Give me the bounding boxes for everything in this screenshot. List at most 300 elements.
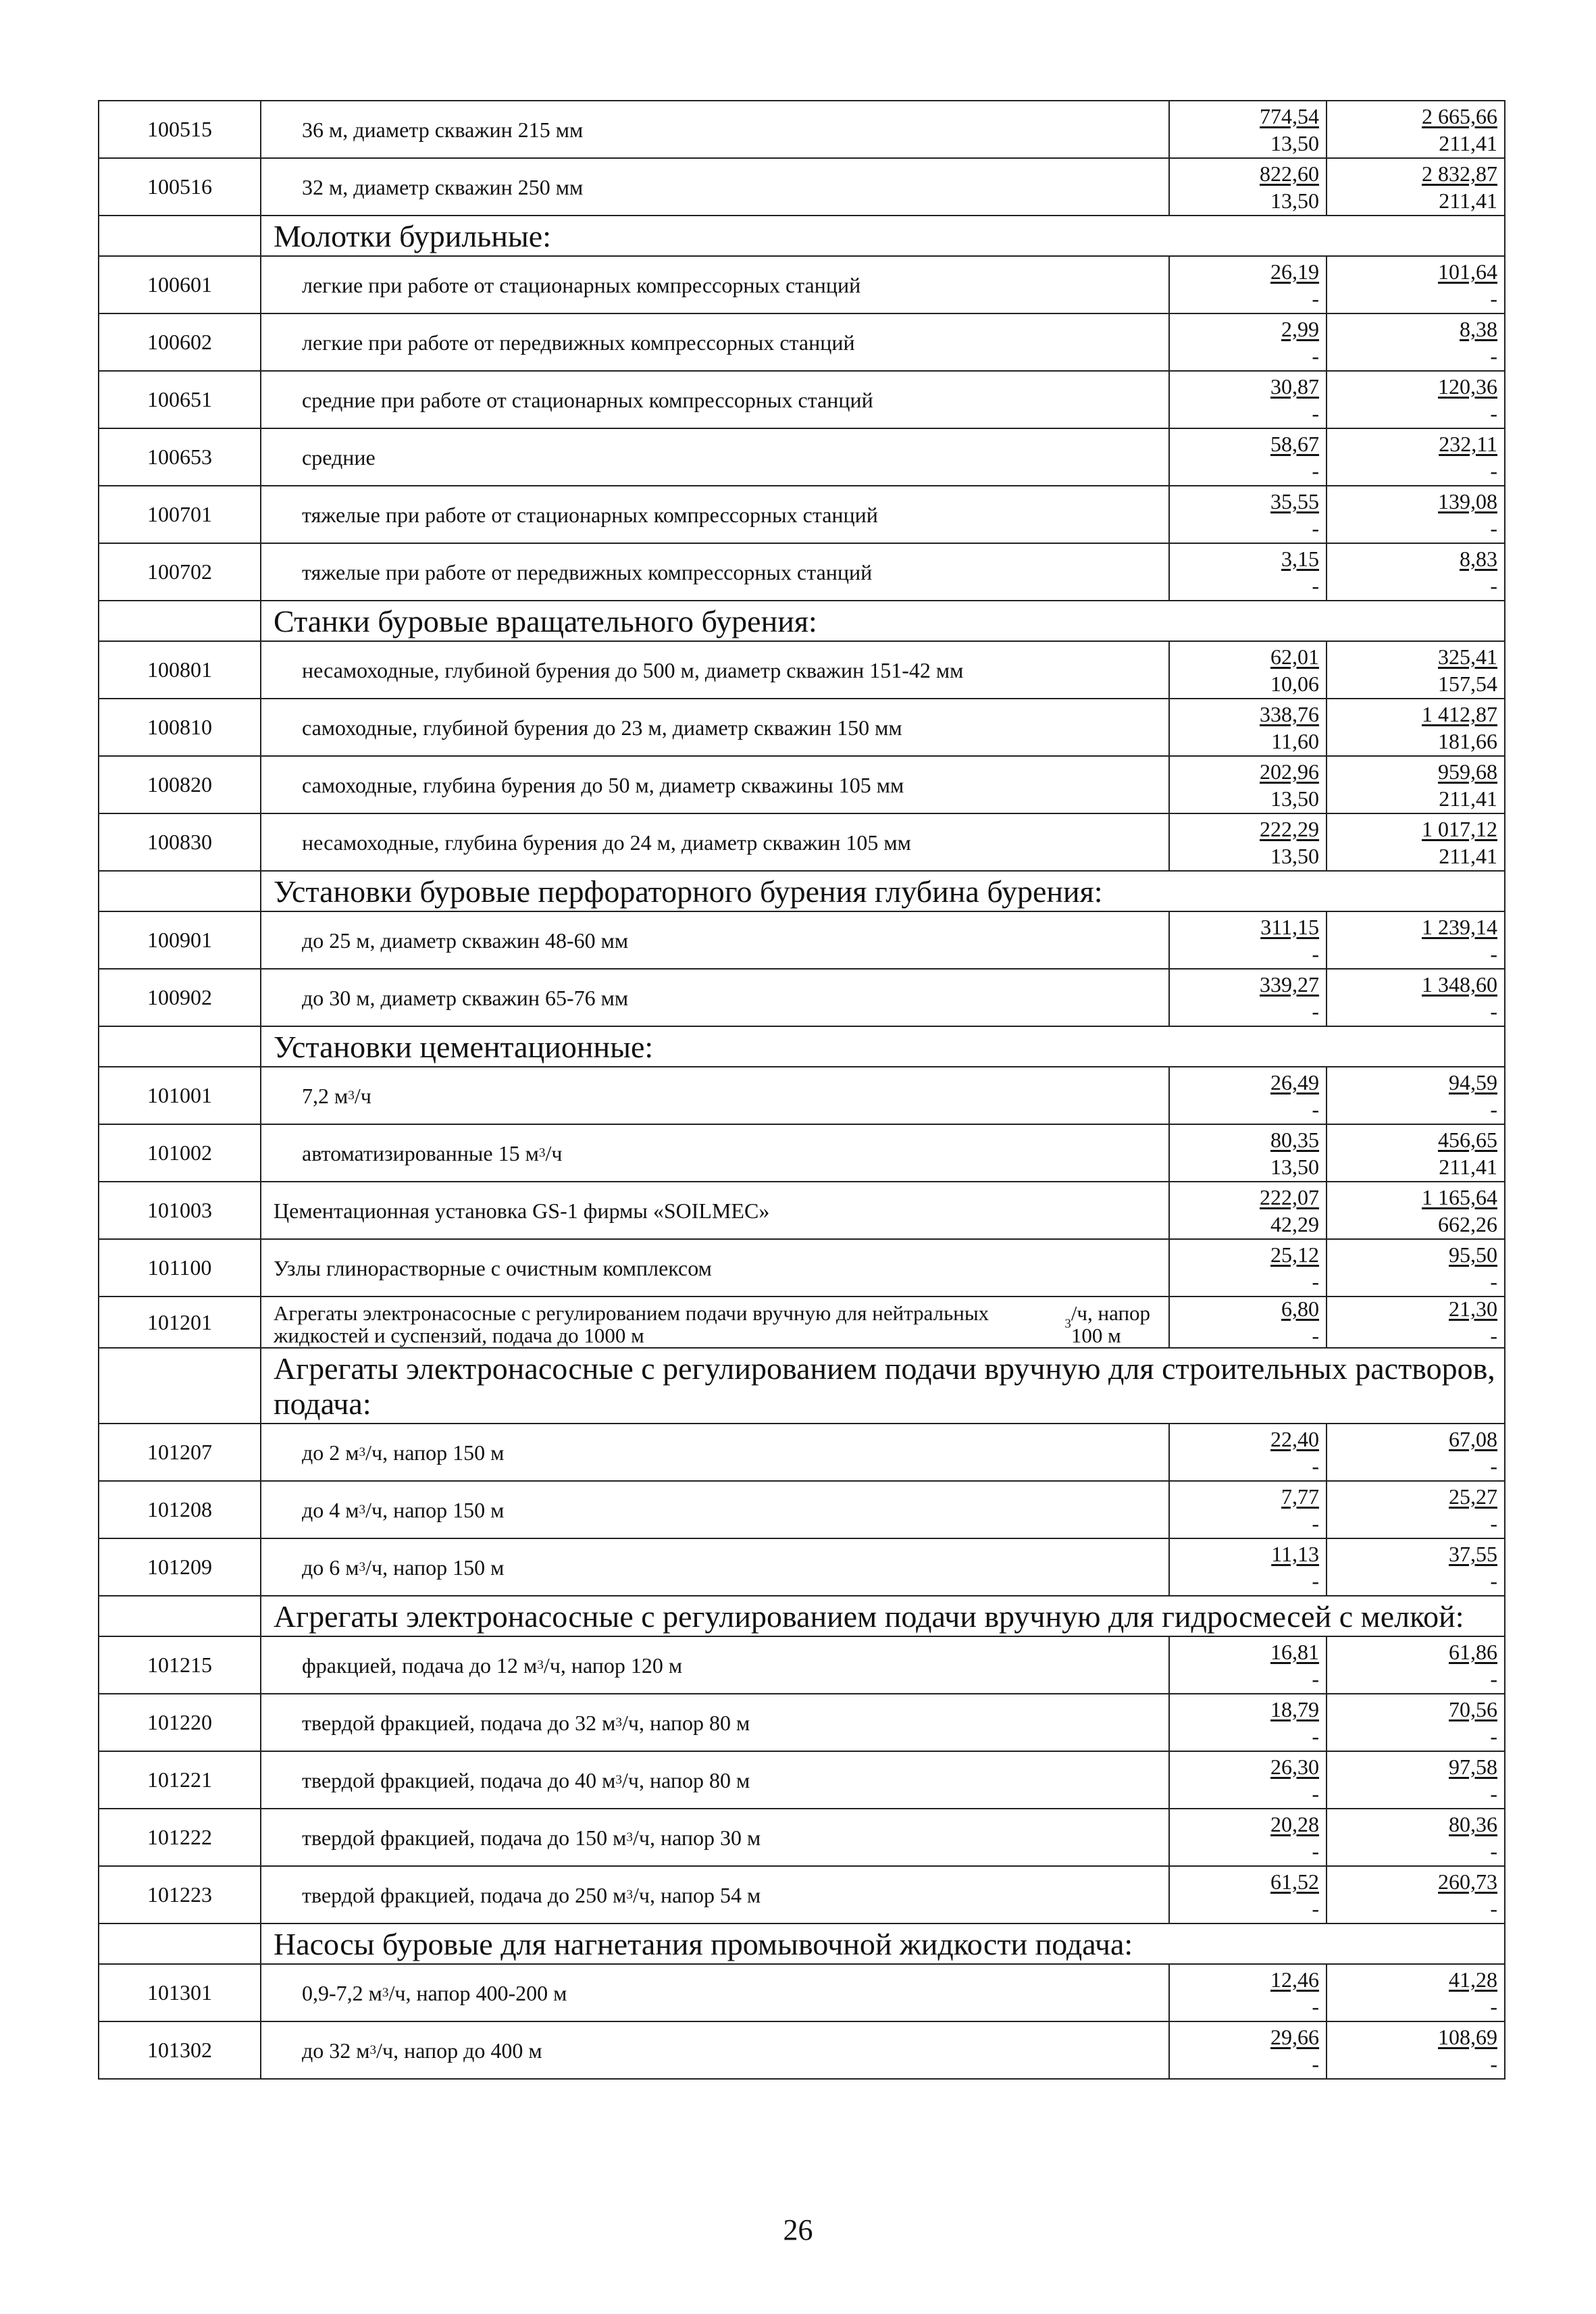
price-cell-1 — [1170, 159, 1327, 215]
price-1-top: 311,15 — [1260, 914, 1319, 939]
price-2-bottom: - — [1490, 1666, 1497, 1691]
table-row — [99, 970, 1505, 1027]
price-1-bottom: 13,50 — [1270, 843, 1319, 868]
table-row — [99, 814, 1505, 872]
price-2-top: 1 412,87 — [1422, 701, 1497, 726]
price-2-bottom: - — [1490, 515, 1497, 540]
section-row — [99, 601, 1505, 642]
item-name: до 6 м 3 /ч, напор 150 м — [261, 1539, 1170, 1595]
price-cell-2 — [1327, 1539, 1505, 1595]
section-title: Агрегаты электронасосные с регулированием подачи вручную для строительных растворов, подача: — [261, 1349, 1505, 1423]
price-2-top: 80,36 — [1449, 1811, 1497, 1836]
price-values-2 — [1327, 1240, 1504, 1296]
section-code-cell — [99, 216, 261, 255]
price-values-2 — [1327, 159, 1504, 215]
table-row — [99, 2022, 1505, 2080]
price-cell-1 — [1170, 1424, 1327, 1480]
price-values-1 — [1170, 257, 1326, 313]
price-values-1 — [1170, 1182, 1326, 1238]
price-values-2 — [1327, 544, 1504, 600]
price-1-bottom: - — [1312, 458, 1319, 483]
price-2-top: 1 348,60 — [1422, 972, 1497, 997]
price-values-2 — [1327, 1965, 1504, 2021]
price-2-top: 67,08 — [1449, 1426, 1497, 1451]
price-1-top: 338,76 — [1260, 701, 1319, 726]
price-2-bottom: - — [1490, 999, 1497, 1024]
price-values-1 — [1170, 1240, 1326, 1296]
price-1-bottom: - — [1312, 941, 1319, 966]
item-name: тяжелые при работе от передвижных компрессорных станций — [261, 544, 1170, 600]
price-cell-1 — [1170, 544, 1327, 600]
price-cell-1 — [1170, 970, 1327, 1026]
item-name: твердой фракцией, подача до 150 м 3 /ч, напор 30 м — [261, 1809, 1170, 1865]
price-1-bottom: - — [1312, 286, 1319, 311]
price-2-top: 8,38 — [1460, 316, 1497, 341]
table-row — [99, 699, 1505, 757]
price-cell-2 — [1327, 757, 1505, 813]
price-cell-2 — [1327, 1867, 1505, 1923]
price-cell-2 — [1327, 1965, 1505, 2021]
item-name: до 32 м 3 /ч, напор до 400 м — [261, 2022, 1170, 2078]
price-cell-1 — [1170, 1539, 1327, 1595]
price-cell-1 — [1170, 1809, 1327, 1865]
price-cell-1 — [1170, 1182, 1327, 1238]
price-1-bottom: 11,60 — [1271, 728, 1319, 753]
price-1-bottom: 13,50 — [1270, 786, 1319, 811]
price-cell-1 — [1170, 814, 1327, 870]
price-1-bottom: - — [1312, 1781, 1319, 1806]
price-1-bottom: 13,50 — [1270, 130, 1319, 155]
price-cell-2 — [1327, 1424, 1505, 1480]
price-1-top: 202,96 — [1260, 759, 1319, 784]
price-2-top: 95,50 — [1449, 1242, 1497, 1267]
price-1-bottom: 10,06 — [1270, 671, 1319, 696]
item-name: до 2 м 3 /ч, напор 150 м — [261, 1424, 1170, 1480]
section-row — [99, 1596, 1505, 1637]
price-1-top: 822,60 — [1260, 161, 1319, 186]
price-values-1 — [1170, 1539, 1326, 1595]
price-2-top: 232,11 — [1439, 431, 1497, 456]
table-row — [99, 1637, 1505, 1694]
price-2-bottom: - — [1490, 1994, 1497, 2019]
price-1-top: 3,15 — [1281, 546, 1319, 571]
item-name: до 25 м, диаметр скважин 48-60 мм — [261, 912, 1170, 968]
item-code: 101302 — [99, 2022, 261, 2078]
price-cell-1 — [1170, 372, 1327, 428]
item-code: 100653 — [99, 429, 261, 485]
price-values-1 — [1170, 314, 1326, 370]
table-row — [99, 1240, 1505, 1297]
price-2-top: 1 165,64 — [1422, 1184, 1497, 1209]
price-1-top: 35,55 — [1270, 488, 1319, 513]
section-title: Насосы буровые для нагнетания промывочной жидкости подача: — [261, 1924, 1505, 1963]
section-title: Установки буровые перфораторного бурения глубина бурения: — [261, 872, 1505, 911]
item-code: 100820 — [99, 757, 261, 813]
price-cell-2 — [1327, 101, 1505, 157]
table-row — [99, 1965, 1505, 2022]
item-code: 101222 — [99, 1809, 261, 1865]
price-2-top: 25,27 — [1449, 1484, 1497, 1509]
price-values-2 — [1327, 314, 1504, 370]
item-name: твердой фракцией, подача до 32 м 3 /ч, напор 80 м — [261, 1694, 1170, 1751]
table-row — [99, 1809, 1505, 1867]
item-code: 101208 — [99, 1482, 261, 1538]
price-2-bottom: 181,66 — [1438, 728, 1497, 753]
price-cell-2 — [1327, 1809, 1505, 1865]
price-2-bottom: - — [1490, 573, 1497, 598]
item-name: Агрегаты электронасосные с регулированием подачи вручную для нейтральных жидкостей и суспензий, подача до 1000 м 3 /ч, напор 100 м — [261, 1297, 1170, 1347]
item-name: 32 м, диаметр скважин 250 мм — [261, 159, 1170, 215]
price-values-1 — [1170, 1809, 1326, 1865]
price-cell-1 — [1170, 1297, 1327, 1347]
price-2-bottom: 211,41 — [1439, 786, 1497, 811]
price-1-top: 26,19 — [1270, 259, 1319, 284]
price-2-bottom: 211,41 — [1439, 1154, 1497, 1179]
price-cell-2 — [1327, 912, 1505, 968]
table-row — [99, 486, 1505, 544]
table-row — [99, 912, 1505, 970]
price-2-bottom: - — [1490, 1568, 1497, 1593]
table-row — [99, 757, 1505, 814]
price-cell-1 — [1170, 699, 1327, 755]
price-values-1 — [1170, 642, 1326, 698]
price-values-1 — [1170, 1965, 1326, 2021]
price-2-top: 139,08 — [1438, 488, 1497, 513]
price-cell-2 — [1327, 159, 1505, 215]
section-code-cell — [99, 1596, 261, 1636]
price-values-2 — [1327, 1067, 1504, 1124]
item-name: твердой фракцией, подача до 40 м 3 /ч, напор 80 м — [261, 1752, 1170, 1808]
section-row — [99, 1924, 1505, 1965]
section-code-cell — [99, 1027, 261, 1066]
price-cell-2 — [1327, 1125, 1505, 1181]
item-code: 100601 — [99, 257, 261, 313]
price-2-bottom: 157,54 — [1438, 671, 1497, 696]
price-values-1 — [1170, 1694, 1326, 1751]
price-2-top: 120,36 — [1438, 374, 1497, 399]
section-title: Установки цементационные: — [261, 1027, 1505, 1066]
item-code: 100801 — [99, 642, 261, 698]
price-1-bottom: - — [1312, 573, 1319, 598]
price-2-bottom: - — [1490, 1896, 1497, 1921]
price-2-bottom: - — [1490, 343, 1497, 368]
item-code: 101207 — [99, 1424, 261, 1480]
price-1-top: 58,67 — [1270, 431, 1319, 456]
price-1-top: 61,52 — [1270, 1869, 1319, 1894]
price-values-2 — [1327, 1182, 1504, 1238]
price-values-2 — [1327, 1482, 1504, 1538]
item-code: 101201 — [99, 1297, 261, 1347]
price-values-1 — [1170, 1125, 1326, 1181]
price-values-1 — [1170, 544, 1326, 600]
price-cell-2 — [1327, 314, 1505, 370]
price-cell-2 — [1327, 1637, 1505, 1693]
price-1-top: 62,01 — [1270, 644, 1319, 669]
item-name: Цементационная установка GS-1 фирмы «SOILMEC» — [261, 1182, 1170, 1238]
price-values-1 — [1170, 1867, 1326, 1923]
price-cell-2 — [1327, 642, 1505, 698]
table-row — [99, 1867, 1505, 1924]
item-code: 101001 — [99, 1067, 261, 1124]
item-code: 100702 — [99, 544, 261, 600]
price-cell-1 — [1170, 1637, 1327, 1693]
item-code: 100901 — [99, 912, 261, 968]
price-2-bottom: 211,41 — [1439, 188, 1497, 213]
price-2-top: 2 665,66 — [1422, 103, 1497, 128]
price-1-top: 16,81 — [1270, 1639, 1319, 1664]
table-row — [99, 372, 1505, 429]
price-2-bottom: - — [1490, 286, 1497, 311]
item-name: легкие при работе от стационарных компрессорных станций — [261, 257, 1170, 313]
price-cell-2 — [1327, 1482, 1505, 1538]
price-cell-1 — [1170, 912, 1327, 968]
price-cell-1 — [1170, 1067, 1327, 1124]
table-row — [99, 1182, 1505, 1240]
price-cell-2 — [1327, 257, 1505, 313]
price-1-bottom: - — [1312, 1994, 1319, 2019]
price-1-bottom: - — [1312, 343, 1319, 368]
price-2-top: 70,56 — [1449, 1696, 1497, 1721]
table-row — [99, 429, 1505, 486]
price-2-top: 2 832,87 — [1422, 161, 1497, 186]
section-code-cell — [99, 601, 261, 640]
section-title: Агрегаты электронасосные с регулированием подачи вручную для гидросмесей с мелкой: — [261, 1596, 1505, 1636]
price-1-bottom: - — [1312, 2051, 1319, 2076]
price-2-top: 61,86 — [1449, 1639, 1497, 1664]
price-1-top: 20,28 — [1270, 1811, 1319, 1836]
item-code: 101301 — [99, 1965, 261, 2021]
price-cell-2 — [1327, 486, 1505, 543]
price-values-1 — [1170, 1482, 1326, 1538]
price-cell-2 — [1327, 1067, 1505, 1124]
price-values-1 — [1170, 1067, 1326, 1124]
price-1-bottom: - — [1312, 1724, 1319, 1749]
price-values-2 — [1327, 699, 1504, 755]
item-name: до 30 м, диаметр скважин 65-76 мм — [261, 970, 1170, 1026]
price-values-2 — [1327, 642, 1504, 698]
price-2-bottom: - — [1490, 1781, 1497, 1806]
section-code-cell — [99, 872, 261, 911]
section-row — [99, 1027, 1505, 1067]
price-values-2 — [1327, 757, 1504, 813]
item-name: тяжелые при работе от стационарных компрессорных станций — [261, 486, 1170, 543]
item-code: 101100 — [99, 1240, 261, 1296]
price-values-1 — [1170, 1297, 1326, 1347]
item-code: 101223 — [99, 1867, 261, 1923]
price-values-2 — [1327, 372, 1504, 428]
price-cell-2 — [1327, 1694, 1505, 1751]
price-cell-1 — [1170, 1694, 1327, 1751]
section-row — [99, 1349, 1505, 1424]
price-1-bottom: - — [1312, 1666, 1319, 1691]
section-row — [99, 216, 1505, 257]
price-2-bottom: - — [1490, 2051, 1497, 2076]
section-code-cell — [99, 1349, 261, 1423]
price-cell-1 — [1170, 2022, 1327, 2078]
price-1-bottom: - — [1312, 1511, 1319, 1536]
price-values-1 — [1170, 757, 1326, 813]
price-values-2 — [1327, 1694, 1504, 1751]
price-values-2 — [1327, 1637, 1504, 1693]
price-cell-2 — [1327, 814, 1505, 870]
price-2-top: 97,58 — [1449, 1754, 1497, 1779]
price-1-top: 12,46 — [1270, 1967, 1319, 1992]
table-row — [99, 544, 1505, 601]
item-name: Узлы глинорастворные с очистным комплексом — [261, 1240, 1170, 1296]
table-row — [99, 642, 1505, 699]
price-cell-1 — [1170, 1965, 1327, 2021]
item-name: 36 м, диаметр скважин 215 мм — [261, 101, 1170, 157]
table-row — [99, 1539, 1505, 1596]
price-1-top: 25,12 — [1270, 1242, 1319, 1267]
price-cell-1 — [1170, 1125, 1327, 1181]
item-name: автоматизированные 15 м 3 /ч — [261, 1125, 1170, 1181]
table-row — [99, 1067, 1505, 1125]
item-code: 101215 — [99, 1637, 261, 1693]
table-row — [99, 1482, 1505, 1539]
price-2-top: 101,64 — [1438, 259, 1497, 284]
price-values-2 — [1327, 912, 1504, 968]
price-1-bottom: 42,29 — [1270, 1211, 1319, 1236]
price-1-bottom: - — [1312, 515, 1319, 540]
price-1-top: 30,87 — [1270, 374, 1319, 399]
price-cell-1 — [1170, 1867, 1327, 1923]
price-1-top: 11,13 — [1271, 1541, 1319, 1566]
item-code: 101221 — [99, 1752, 261, 1808]
item-name: средние при работе от стационарных компрессорных станций — [261, 372, 1170, 428]
item-name: до 4 м 3 /ч, напор 150 м — [261, 1482, 1170, 1538]
price-1-top: 26,30 — [1270, 1754, 1319, 1779]
item-code: 100602 — [99, 314, 261, 370]
price-values-1 — [1170, 912, 1326, 968]
page-number: 26 — [783, 2213, 813, 2246]
price-1-bottom: - — [1312, 1453, 1319, 1478]
price-1-top: 80,35 — [1270, 1127, 1319, 1152]
price-1-top: 7,77 — [1281, 1484, 1319, 1509]
price-2-bottom: - — [1490, 1324, 1497, 1348]
price-cell-1 — [1170, 757, 1327, 813]
price-2-top: 41,28 — [1449, 1967, 1497, 1992]
price-cell-1 — [1170, 429, 1327, 485]
price-1-top: 339,27 — [1260, 972, 1319, 997]
price-values-1 — [1170, 814, 1326, 870]
price-2-bottom: - — [1490, 1453, 1497, 1478]
price-cell-2 — [1327, 372, 1505, 428]
price-values-1 — [1170, 970, 1326, 1026]
price-2-bottom: - — [1490, 941, 1497, 966]
price-cell-1 — [1170, 1482, 1327, 1538]
price-2-top: 108,69 — [1438, 2024, 1497, 2049]
table-row — [99, 314, 1505, 372]
item-name: 0,9-7,2 м 3 /ч, напор 400-200 м — [261, 1965, 1170, 2021]
price-cell-2 — [1327, 1297, 1505, 1347]
price-values-1 — [1170, 159, 1326, 215]
price-2-top: 1 017,12 — [1422, 816, 1497, 841]
item-code: 100701 — [99, 486, 261, 543]
price-cell-2 — [1327, 1182, 1505, 1238]
price-1-top: 18,79 — [1270, 1696, 1319, 1721]
price-values-1 — [1170, 2022, 1326, 2078]
table-row — [99, 1694, 1505, 1752]
price-cell-2 — [1327, 2022, 1505, 2078]
price-cell-1 — [1170, 1240, 1327, 1296]
price-2-top: 325,41 — [1438, 644, 1497, 669]
section-row — [99, 872, 1505, 912]
price-1-top: 26,49 — [1270, 1070, 1319, 1095]
price-values-2 — [1327, 101, 1504, 157]
item-code: 101220 — [99, 1694, 261, 1751]
price-values-2 — [1327, 1752, 1504, 1808]
price-1-bottom: - — [1312, 401, 1319, 426]
price-values-1 — [1170, 1752, 1326, 1808]
price-values-1 — [1170, 372, 1326, 428]
item-code: 100830 — [99, 814, 261, 870]
item-name: 7,2 м 3 /ч — [261, 1067, 1170, 1124]
item-name: легкие при работе от передвижных компрессорных станций — [261, 314, 1170, 370]
item-code: 101002 — [99, 1125, 261, 1181]
price-1-bottom: - — [1312, 1324, 1319, 1348]
price-2-bottom: - — [1490, 458, 1497, 483]
table-row — [99, 101, 1505, 159]
price-cell-1 — [1170, 642, 1327, 698]
price-cell-1 — [1170, 101, 1327, 157]
price-values-1 — [1170, 486, 1326, 543]
table-row — [99, 159, 1505, 216]
item-code: 100515 — [99, 101, 261, 157]
price-values-2 — [1327, 1125, 1504, 1181]
price-cell-2 — [1327, 1752, 1505, 1808]
item-code: 100516 — [99, 159, 261, 215]
price-values-2 — [1327, 2022, 1504, 2078]
price-cell-2 — [1327, 970, 1505, 1026]
price-values-2 — [1327, 1539, 1504, 1595]
price-2-bottom: - — [1490, 1097, 1497, 1122]
price-1-bottom: - — [1312, 1838, 1319, 1863]
price-2-top: 8,83 — [1460, 546, 1497, 571]
price-cell-1 — [1170, 257, 1327, 313]
item-code: 100651 — [99, 372, 261, 428]
price-cell-2 — [1327, 1240, 1505, 1296]
item-name: твердой фракцией, подача до 250 м 3 /ч, напор 54 м — [261, 1867, 1170, 1923]
item-name: фракцией, подача до 12 м 3 /ч, напор 120 м — [261, 1637, 1170, 1693]
price-2-bottom: - — [1490, 401, 1497, 426]
price-values-1 — [1170, 101, 1326, 157]
price-values-2 — [1327, 1809, 1504, 1865]
price-cell-2 — [1327, 699, 1505, 755]
item-name: средние — [261, 429, 1170, 485]
price-1-top: 6,80 — [1281, 1297, 1319, 1321]
item-code: 101003 — [99, 1182, 261, 1238]
price-cell-1 — [1170, 1752, 1327, 1808]
price-2-bottom: 211,41 — [1439, 843, 1497, 868]
price-2-bottom: - — [1490, 1838, 1497, 1863]
price-2-top: 94,59 — [1449, 1070, 1497, 1095]
item-code: 100810 — [99, 699, 261, 755]
price-1-bottom: 13,50 — [1270, 188, 1319, 213]
price-2-bottom: - — [1490, 1724, 1497, 1749]
section-title: Молотки бурильные: — [261, 216, 1505, 255]
price-2-bottom: 662,26 — [1438, 1211, 1497, 1236]
price-1-top: 29,66 — [1270, 2024, 1319, 2049]
item-name: несамоходные, глубина бурения до 24 м, диаметр скважин 105 мм — [261, 814, 1170, 870]
item-name: самоходные, глубина бурения до 50 м, диаметр скважины 105 мм — [261, 757, 1170, 813]
table-row — [99, 1752, 1505, 1809]
price-1-bottom: - — [1312, 1568, 1319, 1593]
item-code: 101209 — [99, 1539, 261, 1595]
price-2-top: 456,65 — [1438, 1127, 1497, 1152]
price-values-1 — [1170, 1424, 1326, 1480]
table-row — [99, 257, 1505, 314]
